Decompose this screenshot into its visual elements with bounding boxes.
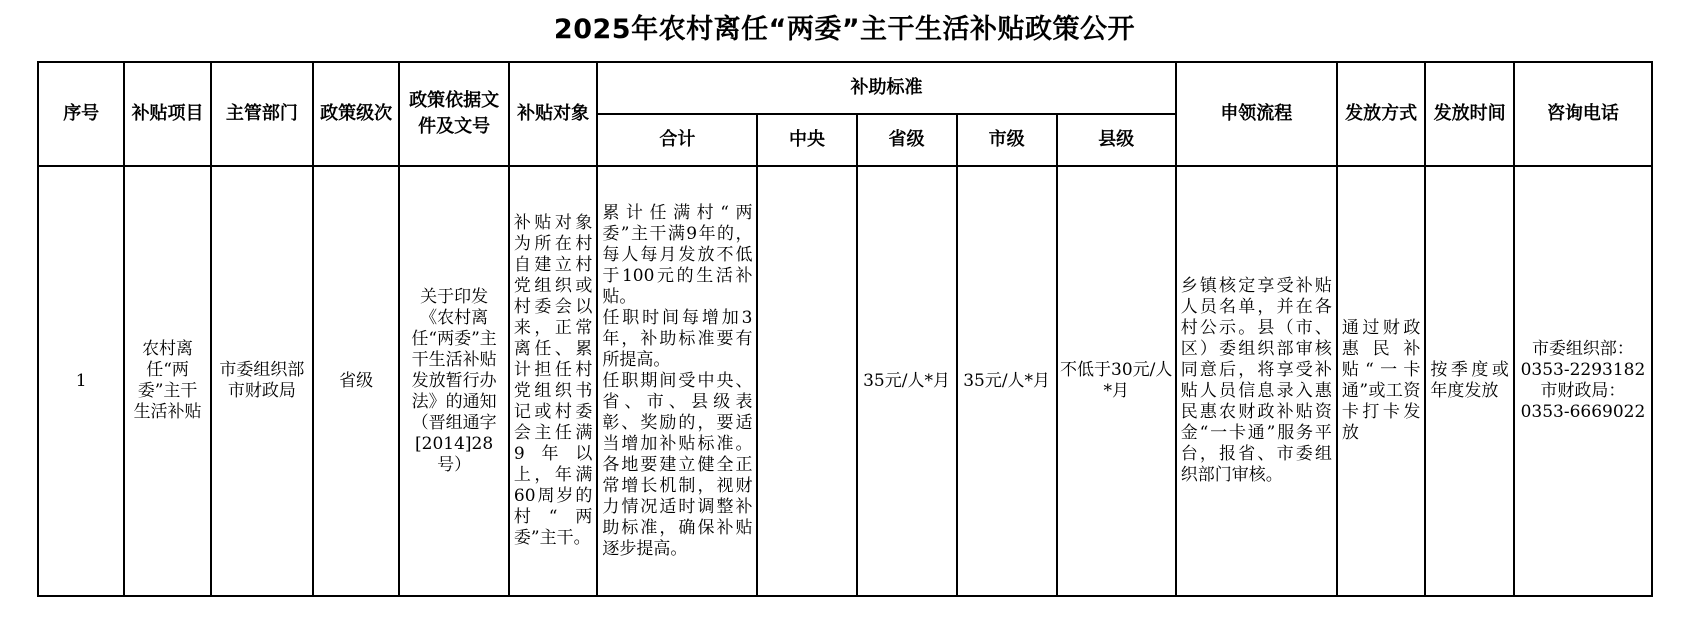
header-province: 省级 [857, 114, 957, 166]
cell-basis: 关于印发《农村离任“两委”主干生活补贴发放暂行办法》的通知（晋组通字[2014]28号） [399, 166, 509, 596]
header-item: 补贴项目 [124, 62, 210, 166]
cell-process: 乡镇核定享受补贴人员名单，并在各村公示。县（市、区）委组织部审核同意后，将享受补贴人员信息录入惠民惠农财政补贴资金“一卡通”服务平台，报省、市委组织部门审核。 [1176, 166, 1337, 596]
phone-org-label: 市委组织部： [1531, 339, 1634, 359]
cell-level: 省级 [313, 166, 399, 596]
page-title: 2025年农村离任“两委”主干生活补贴政策公开 [553, 14, 1136, 45]
phone-org-number: 0353-2293182 [1520, 360, 1646, 380]
header-phone: 咨询电话 [1514, 62, 1652, 166]
header-target: 补贴对象 [509, 62, 597, 166]
header-standard: 补助标准 [597, 62, 1175, 114]
header-seq: 序号 [38, 62, 124, 166]
cell-phone [1514, 166, 1652, 596]
cell-province: 35元/人*月 [857, 166, 957, 596]
phone-finance-label: 市财政局： [1540, 381, 1626, 401]
header-time: 发放时间 [1425, 62, 1513, 166]
cell-total: 累计任满村“两委”主干满9年的，每人每月发放不低于100元的生活补贴。 任职时间每增加3年，补助标准要有所提高。 任职期间受中央、省、市、县级表彰、奖励的，要适当增加补贴标准。各地要建立健全正常增长机制，视财力情况适时调整补助标准，确保补贴逐步提高。 [597, 166, 757, 596]
cell-dept: 市委组织部市财政局 [211, 166, 313, 596]
cell-time: 按季度或年度发放 [1425, 166, 1513, 596]
header-process: 申领流程 [1176, 62, 1337, 166]
cell-central [757, 166, 856, 596]
policy-table [37, 61, 1653, 597]
header-dept: 主管部门 [211, 62, 313, 166]
header-total: 合计 [597, 114, 757, 166]
cell-target: 补贴对象为所在村自建立村党组织或村委会以来，正常离任、累计担任村党组织书记或村委会主任满9年以上，年满60周岁的村“两委”主干。 [509, 166, 597, 596]
cell-item: 农村离任“两委”主干生活补贴 [124, 166, 210, 596]
header-method: 发放方式 [1337, 62, 1425, 166]
header-basis: 政策依据文件及文号 [399, 62, 509, 166]
header-row-top [38, 62, 1652, 114]
cell-county: 不低于30元/人*月 [1057, 166, 1176, 596]
header-county: 县级 [1057, 114, 1176, 166]
header-level: 政策级次 [313, 62, 399, 166]
table-row [38, 166, 1652, 596]
header-central: 中央 [757, 114, 856, 166]
cell-method: 通过财政惠民补贴“一卡通”或工资卡打卡发放 [1337, 166, 1425, 596]
cell-seq: 1 [38, 166, 124, 596]
cell-city: 35元/人*月 [957, 166, 1057, 596]
header-city: 市级 [957, 114, 1057, 166]
phone-finance-number: 0353-6669022 [1520, 402, 1646, 422]
